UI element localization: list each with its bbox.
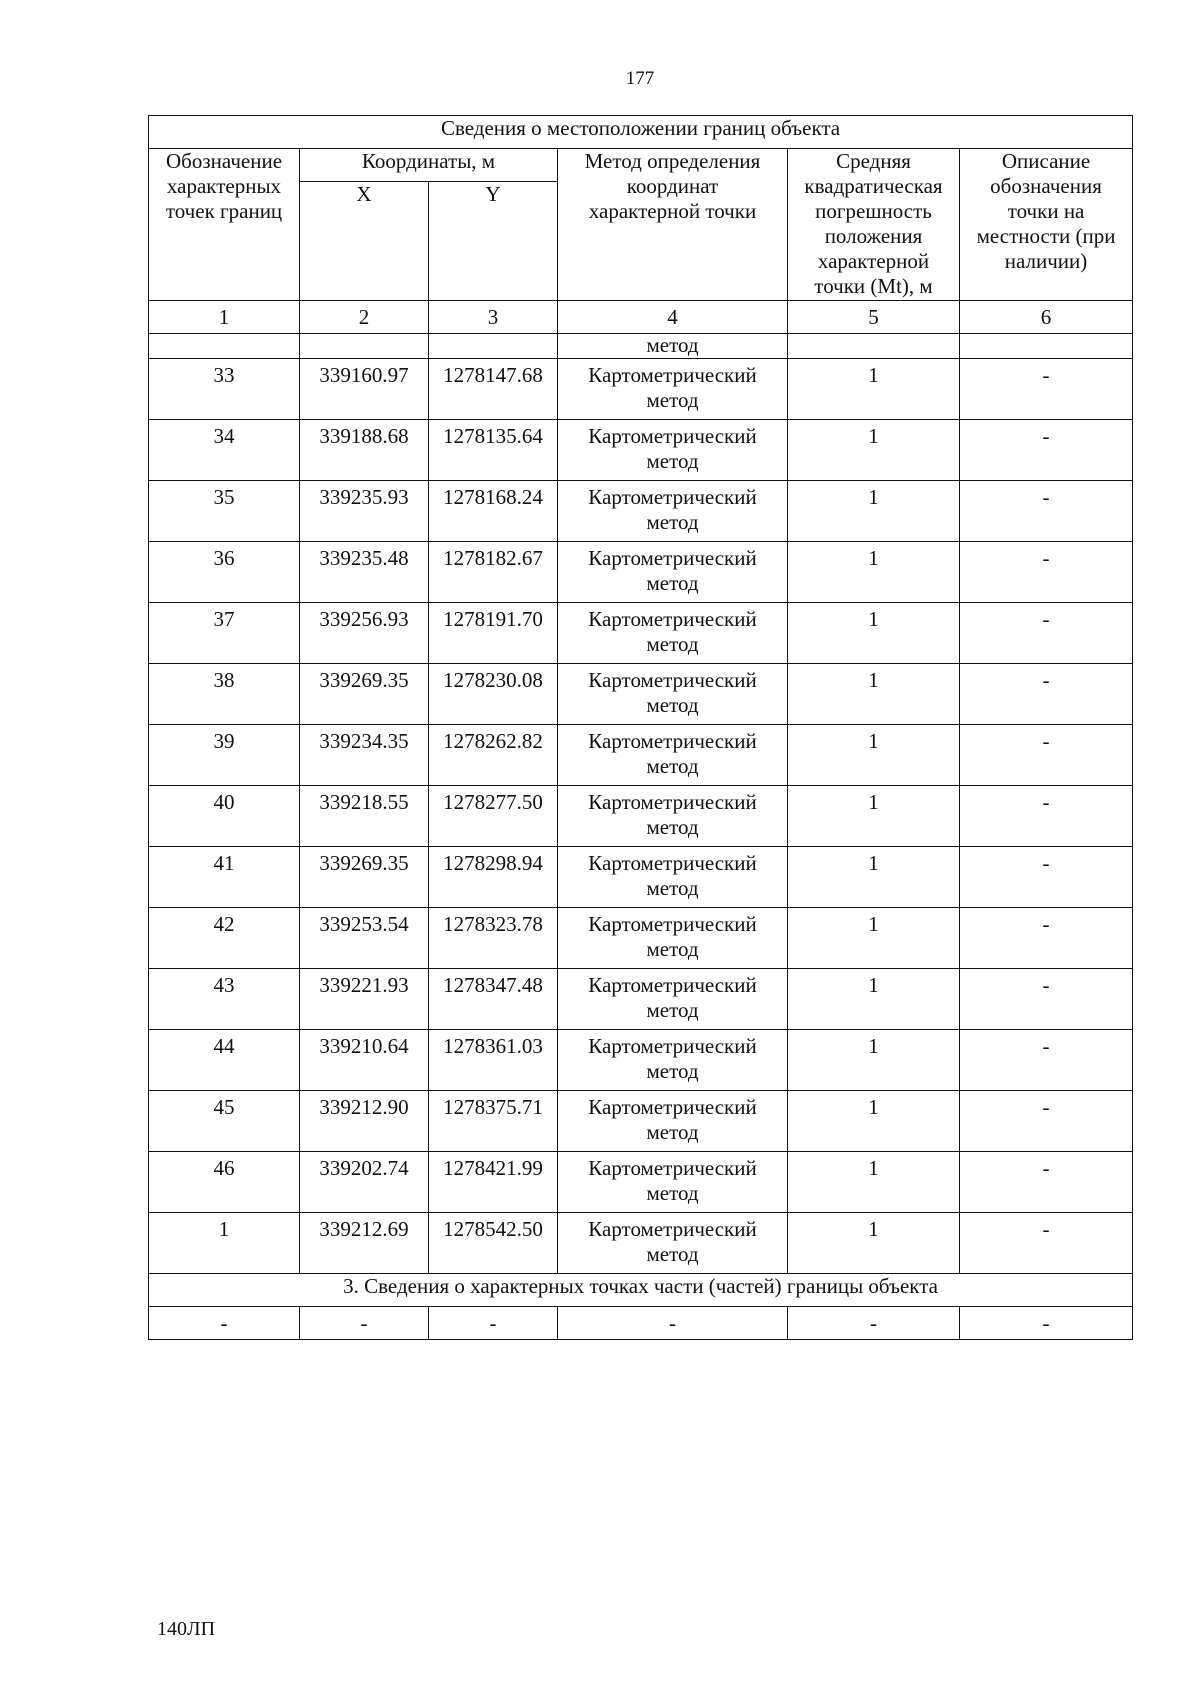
- y-cell: 1278375.71: [429, 1091, 558, 1152]
- method-cell: [558, 847, 788, 908]
- y-cell: 1278347.48: [429, 969, 558, 1030]
- column-number: 4: [558, 301, 788, 334]
- table-row: [149, 847, 1133, 908]
- y-cell: 1278262.82: [429, 725, 558, 786]
- method-cell: [558, 420, 788, 481]
- method-cell: [558, 1213, 788, 1274]
- method-cell: [558, 1030, 788, 1091]
- description-cell: -: [960, 1030, 1133, 1091]
- method-line: Картометрический: [588, 973, 757, 997]
- x-cell: 339212.69: [300, 1213, 429, 1274]
- method-line: Картометрический: [588, 424, 757, 448]
- method-cell: [558, 481, 788, 542]
- method-line: Картометрический: [588, 485, 757, 509]
- x-cell: 339218.55: [300, 786, 429, 847]
- method-line: метод: [646, 876, 699, 900]
- x-cell: 339234.35: [300, 725, 429, 786]
- document-code: 140ЛП: [157, 1618, 216, 1640]
- column-number: 2: [300, 301, 429, 334]
- y-cell: 1278168.24: [429, 481, 558, 542]
- section3-cell: -: [558, 1307, 788, 1340]
- x-cell: 339256.93: [300, 603, 429, 664]
- continuation-cell: [788, 334, 960, 359]
- column-number: 5: [788, 301, 960, 334]
- method-line: Картометрический: [588, 729, 757, 753]
- method-line: метод: [646, 998, 699, 1022]
- method-line: метод: [646, 1120, 699, 1144]
- method-cell: [558, 786, 788, 847]
- method-line: Картометрический: [588, 1034, 757, 1058]
- y-cell: 1278421.99: [429, 1152, 558, 1213]
- x-cell: 339253.54: [300, 908, 429, 969]
- header-description: [960, 149, 1133, 301]
- method-line: Картометрический: [588, 912, 757, 936]
- method-line: метод: [646, 815, 699, 839]
- x-cell: 339210.64: [300, 1030, 429, 1091]
- method-line: метод: [646, 388, 699, 412]
- method-cell: [558, 359, 788, 420]
- column-number: 3: [429, 301, 558, 334]
- x-cell: 339160.97: [300, 359, 429, 420]
- section3-cell: -: [300, 1307, 429, 1340]
- method-line: Картометрический: [588, 1217, 757, 1241]
- header-description-line: Описание: [1001, 149, 1091, 173]
- header-y: Y: [429, 182, 558, 301]
- description-cell: -: [960, 725, 1133, 786]
- table-row: [149, 542, 1133, 603]
- page-number: 177: [625, 68, 655, 89]
- method-line: метод: [646, 449, 699, 473]
- method-cell: [558, 1091, 788, 1152]
- method-line: Картометрический: [588, 607, 757, 631]
- header-accuracy-line: Средняя: [836, 149, 911, 173]
- table-row: [149, 481, 1133, 542]
- accuracy-cell: 1: [788, 664, 960, 725]
- section3-cell: -: [960, 1307, 1133, 1340]
- accuracy-cell: 1: [788, 725, 960, 786]
- description-cell: -: [960, 969, 1133, 1030]
- column-number: 6: [960, 301, 1133, 334]
- header-designation-line: характерных: [166, 174, 282, 198]
- y-cell: 1278323.78: [429, 908, 558, 969]
- x-cell: 339221.93: [300, 969, 429, 1030]
- x-cell: 339235.93: [300, 481, 429, 542]
- table-row: [149, 908, 1133, 969]
- section3-cell: -: [429, 1307, 558, 1340]
- description-cell: -: [960, 664, 1133, 725]
- header-description-line: наличии): [1004, 249, 1088, 273]
- description-cell: -: [960, 1152, 1133, 1213]
- point-cell: 35: [149, 481, 300, 542]
- x-cell: 339188.68: [300, 420, 429, 481]
- method-cell: [558, 908, 788, 969]
- header-description-line: местности (при: [976, 224, 1116, 248]
- table-title-row: [149, 116, 1133, 149]
- continuation-row: [149, 334, 1133, 359]
- table-row: [149, 664, 1133, 725]
- accuracy-cell: 1: [788, 542, 960, 603]
- method-line: Картометрический: [588, 851, 757, 875]
- accuracy-cell: 1: [788, 1152, 960, 1213]
- description-cell: -: [960, 847, 1133, 908]
- method-cell: [558, 1152, 788, 1213]
- method-cell: [558, 969, 788, 1030]
- point-cell: 39: [149, 725, 300, 786]
- table-row: [149, 786, 1133, 847]
- point-cell: 1: [149, 1213, 300, 1274]
- header-x: X: [300, 182, 429, 301]
- method-line: Картометрический: [588, 363, 757, 387]
- accuracy-cell: 1: [788, 847, 960, 908]
- header-description-line: точки на: [1007, 199, 1085, 223]
- accuracy-cell: 1: [788, 420, 960, 481]
- y-cell: 1278361.03: [429, 1030, 558, 1091]
- continuation-cell: [300, 334, 429, 359]
- method-cell: [558, 725, 788, 786]
- method-line: метод: [646, 693, 699, 717]
- header-method: [558, 149, 788, 301]
- header-designation-line: точек границ: [165, 199, 283, 223]
- header-designation-line: Обозначение: [165, 149, 283, 173]
- table-row: [149, 725, 1133, 786]
- description-cell: -: [960, 542, 1133, 603]
- table-row: [149, 420, 1133, 481]
- accuracy-cell: 1: [788, 908, 960, 969]
- point-cell: 42: [149, 908, 300, 969]
- section3-title-row: [149, 1274, 1133, 1307]
- x-cell: 339212.90: [300, 1091, 429, 1152]
- y-cell: 1278191.70: [429, 603, 558, 664]
- x-cell: 339235.48: [300, 542, 429, 603]
- accuracy-cell: 1: [788, 481, 960, 542]
- header-accuracy: [788, 149, 960, 301]
- point-cell: 33: [149, 359, 300, 420]
- description-cell: -: [960, 786, 1133, 847]
- point-cell: 41: [149, 847, 300, 908]
- method-cell: [558, 603, 788, 664]
- point-cell: 44: [149, 1030, 300, 1091]
- table-row: [149, 1152, 1133, 1213]
- table-title: Сведения о местоположении границ объекта: [149, 116, 1133, 149]
- table-row: [149, 1213, 1133, 1274]
- method-line: метод: [646, 632, 699, 656]
- description-cell: -: [960, 359, 1133, 420]
- header-accuracy-line: точки (Mt), м: [814, 274, 933, 298]
- x-cell: 339269.35: [300, 664, 429, 725]
- point-cell: 34: [149, 420, 300, 481]
- method-line: метод: [646, 1059, 699, 1083]
- table-row: [149, 359, 1133, 420]
- header-designation: [149, 149, 300, 301]
- method-line: метод: [646, 754, 699, 778]
- table-row: [149, 1030, 1133, 1091]
- method-line: метод: [646, 937, 699, 961]
- header-description-line: обозначения: [990, 174, 1102, 198]
- accuracy-cell: 1: [788, 969, 960, 1030]
- point-cell: 36: [149, 542, 300, 603]
- method-line: Картометрический: [588, 668, 757, 692]
- section3-row: [149, 1307, 1133, 1340]
- description-cell: -: [960, 1213, 1133, 1274]
- accuracy-cell: 1: [788, 786, 960, 847]
- continuation-cell: [429, 334, 558, 359]
- method-line: Картометрический: [588, 1156, 757, 1180]
- accuracy-cell: 1: [788, 1213, 960, 1274]
- description-cell: -: [960, 603, 1133, 664]
- method-cell: [558, 542, 788, 603]
- point-cell: 45: [149, 1091, 300, 1152]
- column-number: 1: [149, 301, 300, 334]
- point-cell: 46: [149, 1152, 300, 1213]
- column-number-row: [149, 301, 1133, 334]
- description-cell: -: [960, 481, 1133, 542]
- y-cell: 1278135.64: [429, 420, 558, 481]
- method-line: метод: [646, 1181, 699, 1205]
- header-accuracy-line: положения: [824, 224, 923, 248]
- header-method-line: характерной точки: [588, 199, 757, 223]
- continuation-cell: [960, 334, 1133, 359]
- method-cell: [558, 664, 788, 725]
- y-cell: 1278542.50: [429, 1213, 558, 1274]
- y-cell: 1278277.50: [429, 786, 558, 847]
- accuracy-cell: 1: [788, 1091, 960, 1152]
- header-method-line: Метод определения: [584, 149, 761, 173]
- header-method-line: координат: [626, 174, 719, 198]
- description-cell: -: [960, 908, 1133, 969]
- method-line: метод: [646, 571, 699, 595]
- y-cell: 1278147.68: [429, 359, 558, 420]
- y-cell: 1278298.94: [429, 847, 558, 908]
- point-cell: 43: [149, 969, 300, 1030]
- y-cell: 1278182.67: [429, 542, 558, 603]
- x-cell: 339202.74: [300, 1152, 429, 1213]
- header-accuracy-line: квадратическая: [804, 174, 943, 198]
- description-cell: -: [960, 1091, 1133, 1152]
- boundary-points-table: [148, 115, 1133, 1340]
- method-line: Картометрический: [588, 1095, 757, 1119]
- method-line: Картометрический: [588, 546, 757, 570]
- table-row: [149, 603, 1133, 664]
- section3-title: 3. Сведения о характерных точках части (частей) границы объекта: [149, 1274, 1133, 1307]
- accuracy-cell: 1: [788, 603, 960, 664]
- point-cell: 37: [149, 603, 300, 664]
- y-cell: 1278230.08: [429, 664, 558, 725]
- method-line: метод: [646, 510, 699, 534]
- accuracy-cell: 1: [788, 359, 960, 420]
- header-row: [149, 149, 1133, 182]
- continuation-cell: метод: [558, 334, 788, 359]
- method-line: метод: [646, 1242, 699, 1266]
- header-accuracy-line: погрешность: [815, 199, 932, 223]
- header-coordinates: Координаты, м: [300, 149, 558, 182]
- continuation-cell: [149, 334, 300, 359]
- table-row: [149, 969, 1133, 1030]
- method-line: Картометрический: [588, 790, 757, 814]
- section3-cell: -: [788, 1307, 960, 1340]
- description-cell: -: [960, 420, 1133, 481]
- table-row: [149, 1091, 1133, 1152]
- accuracy-cell: 1: [788, 1030, 960, 1091]
- point-cell: 40: [149, 786, 300, 847]
- header-accuracy-line: характерной: [817, 249, 930, 273]
- x-cell: 339269.35: [300, 847, 429, 908]
- point-cell: 38: [149, 664, 300, 725]
- section3-cell: -: [149, 1307, 300, 1340]
